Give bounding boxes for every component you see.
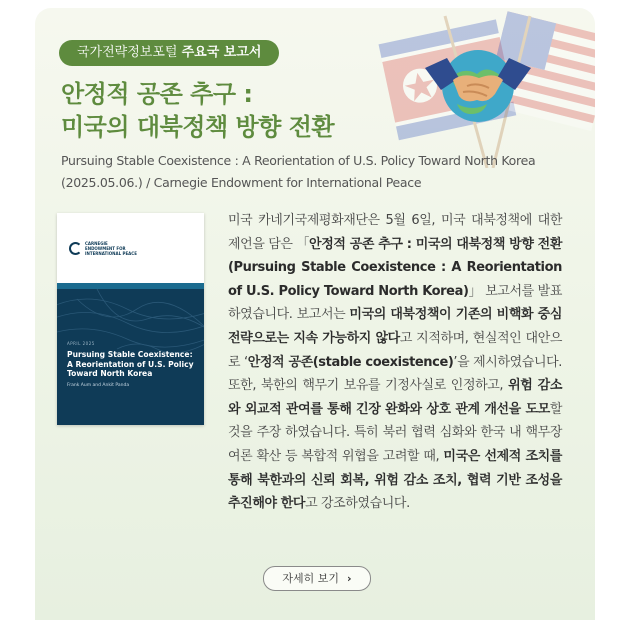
badge-strong: 주요국 보고서 [181,45,262,60]
logo-line-3: INTERNATIONAL PEACE [85,251,137,256]
report-cover-image [57,213,204,425]
logo-line-1: CARNEGIE [85,241,108,246]
portal-badge [59,40,279,66]
page-title [61,78,334,144]
highlight-report-title: 안정적 공존 추구 : 미국의 대북정책 방향 전환(Pursuing Stable Coexistence : A Reorientation of U.S. Policy Toward North Korea) [228,236,562,299]
highlight-policy-critique: 미국의 대북정책이 기존의 비핵화 중심 전략으로는 지속 가능하지 않다 [228,307,562,346]
cover-title: Pursuing Stable Coexistence: A Reorientation of U.S. Policy Toward North Korea [67,350,194,378]
badge-prefix: 국가전략정보포털 [77,45,178,60]
carnegie-logo-icon [69,242,82,255]
highlight-recommendation: 미국은 선제적 조치를 통해 북한과의 신뢰 회복, 위험 감소 조치, 협력 기반 조성을 추진해야 한다 [228,448,562,512]
title-line-1: 안정적 공존 추구 : [61,80,253,108]
highlight-stable-coexistence: 안정적 공존(stable coexistence) [247,354,454,370]
carnegie-logo [69,241,137,256]
highlight-risk-reduction: 위험 감소와 외교적 관여를 통해 긴장 완화와 상호 관계 개선을 도모 [228,378,562,417]
handshake-flags-illustration [355,8,595,168]
title-line-2: 미국의 대북정책 방향 전환 [61,113,335,141]
chevron-right-icon: › [347,572,352,585]
subtitle-line-2: (2025.05.06.) / Carnegie Endowment for International Peace [61,175,422,190]
report-subtitle [61,150,581,194]
report-summary: 미국 카네기국제평화재단은 5월 6일, 미국 대북정책에 대한 제언을 담은 「안정적 공존 추구 : 미국의 대북정책 방향 전환(Pursuing Stable Coexistence : A Reorientation of U.S. Policy Toward North Korea)」 보고서를 발표하였습니다. 보고서는 미국의 대북정책이 기존의 비핵화 중심 전략으로는 지속 가능하지 않다고 지적하며, 현실적인 대안으로 ‘안정적 공존(stable coexistence)’을 제시하였습니다. 또한, 북한의 핵무기 보유를 기정사실로 인정하고, 위험 감소와 외교적 관여를 통해 긴장 완화와 상호 관계 개선을 도모할 것을 주장 하였습니다. 특히 북러 협력 심화와 한국 내 핵무장 여론 확산 등 복합적 위협을 고려할 때, 미국은 선제적 조치를 통해 북한과의 신뢰 회복, 위험 감소 조치, 협력 기반 조성을 추진해야 한다고 강조하였습니다. [228,213,563,512]
view-details-button[interactable] [263,566,371,591]
report-card [35,8,595,620]
subtitle-line-1: Pursuing Stable Coexistence : A Reorientation of U.S. Policy Toward North Korea [61,153,536,168]
cover-authors: Frank Aum and Ankit Panda [67,383,130,388]
cover-date: APRIL 2025 [67,341,95,346]
view-details-label: 자세히 보기 [282,572,340,585]
logo-line-2: ENDOWMENT FOR [85,246,126,251]
